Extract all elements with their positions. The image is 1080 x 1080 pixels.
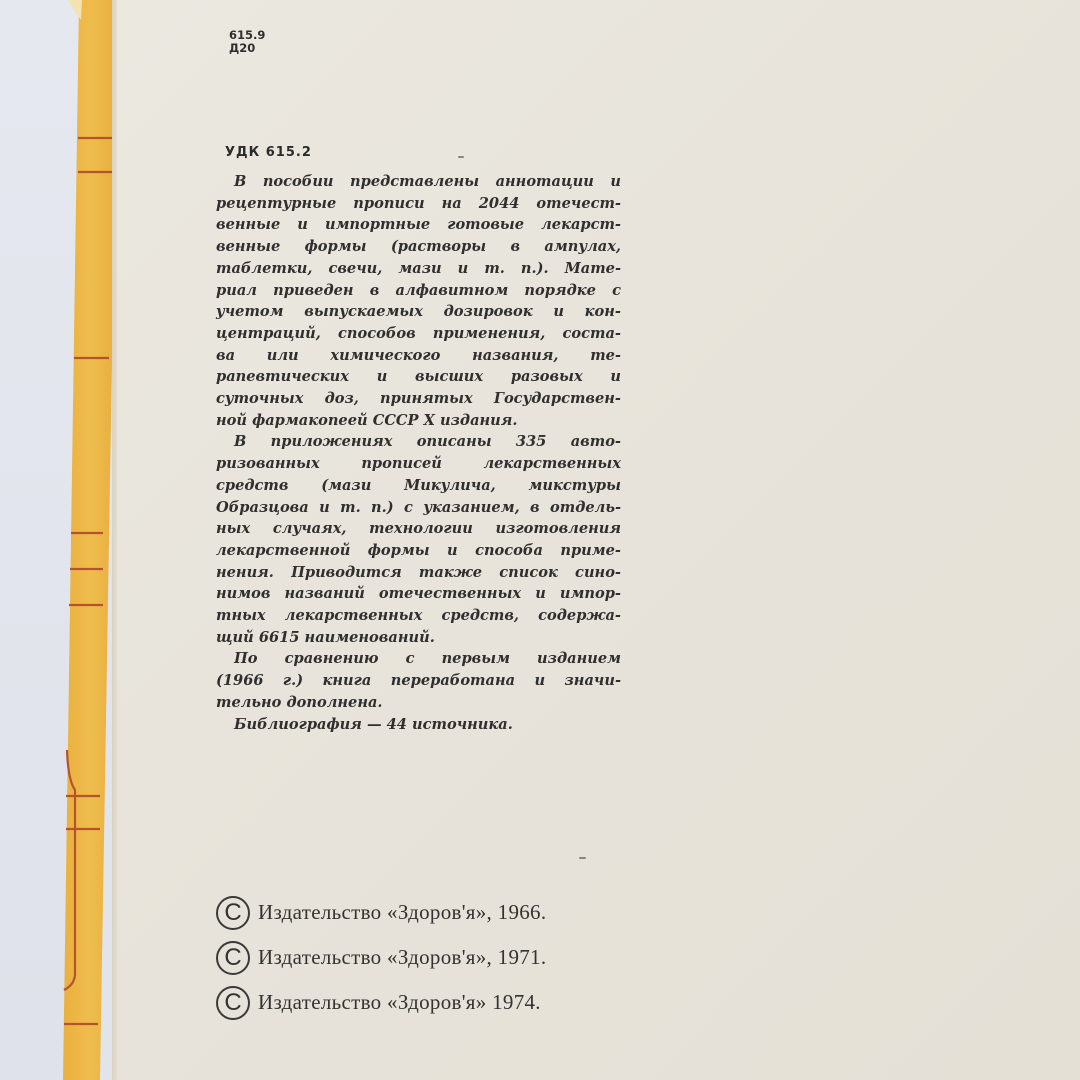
copyright-line xyxy=(216,890,546,935)
annotation-line: Образцова и т. п.) с указанием, в отдель- xyxy=(216,498,621,516)
copyright-icon: C xyxy=(216,941,250,975)
annotation-text xyxy=(216,171,621,735)
annotation-line: По сравнению с первым изданием xyxy=(234,650,621,668)
annotation-line: суточных доз, принятых Государствен- xyxy=(216,390,621,408)
annotation-line: ризованных прописей лекарственных xyxy=(216,455,621,473)
copyright-icon: C xyxy=(216,986,250,1020)
annotation-line: учетом выпускаемых дозировок и кон- xyxy=(216,303,621,321)
annotation-line: лекарственной формы и способа приме- xyxy=(216,541,621,559)
annotation-line: ной фармакопеей СССР X издания. xyxy=(216,411,518,429)
library-call-number xyxy=(229,29,265,55)
cover-strip-graphic xyxy=(0,0,130,1080)
copyright-icon: C xyxy=(216,896,250,930)
annotation-line: тных лекарственных средств, содержа- xyxy=(216,607,621,625)
annotation-line: ва или химического названия, те- xyxy=(216,346,621,364)
copyright-line xyxy=(216,980,546,1025)
udk-code: УДК 615.2 xyxy=(225,145,312,160)
copyright-line xyxy=(216,935,546,980)
annotation-line: венные и импортные готовые лекарст- xyxy=(216,216,621,234)
annotation-line: (1966 г.) книга переработана и значи- xyxy=(216,672,621,690)
annotation-line: Библиография — 44 источника. xyxy=(234,715,513,733)
annotation-line: В приложениях описаны 335 авто- xyxy=(234,433,621,451)
annotation-line: таблетки, свечи, мази и т. п.). Мате- xyxy=(216,259,621,277)
paper-speck xyxy=(579,857,586,859)
annotation-line: рецептурные прописи на 2044 отечест- xyxy=(216,194,621,212)
annotation-line: нения. Приводится также список сино- xyxy=(216,563,621,581)
copyright-text: Издательство «Здоров'я», 1971. xyxy=(258,945,547,969)
annotation-line: рапевтических и высших разовых и xyxy=(216,368,621,386)
annotation-line: щий 6615 наименований. xyxy=(216,628,435,646)
copyright-block xyxy=(216,890,546,1025)
bbk-code: 615.9 xyxy=(229,28,266,42)
annotation-line: средств (мази Микулича, микстуры xyxy=(216,476,621,494)
author-mark: Д20 xyxy=(229,41,256,55)
copyright-text: Издательство «Здоров'я», 1966. xyxy=(258,900,547,924)
annotation-line: венные формы (растворы в ампулах, xyxy=(216,238,621,256)
annotation-line: В пособии представлены аннотации и xyxy=(234,173,621,190)
paper-speck xyxy=(458,156,464,158)
copyright-text: Издательство «Здоров'я» 1974. xyxy=(258,990,541,1014)
annotation-line: центраций, способов применения, соста- xyxy=(216,324,621,342)
annotation-line: тельно дополнена. xyxy=(216,693,383,711)
annotation-line: ных случаях, технологии изготовления xyxy=(216,520,621,538)
annotation-line: риал приведен в алфавитном порядке с xyxy=(216,281,621,299)
annotation-line: нимов названий отечественных и импор- xyxy=(216,585,621,603)
